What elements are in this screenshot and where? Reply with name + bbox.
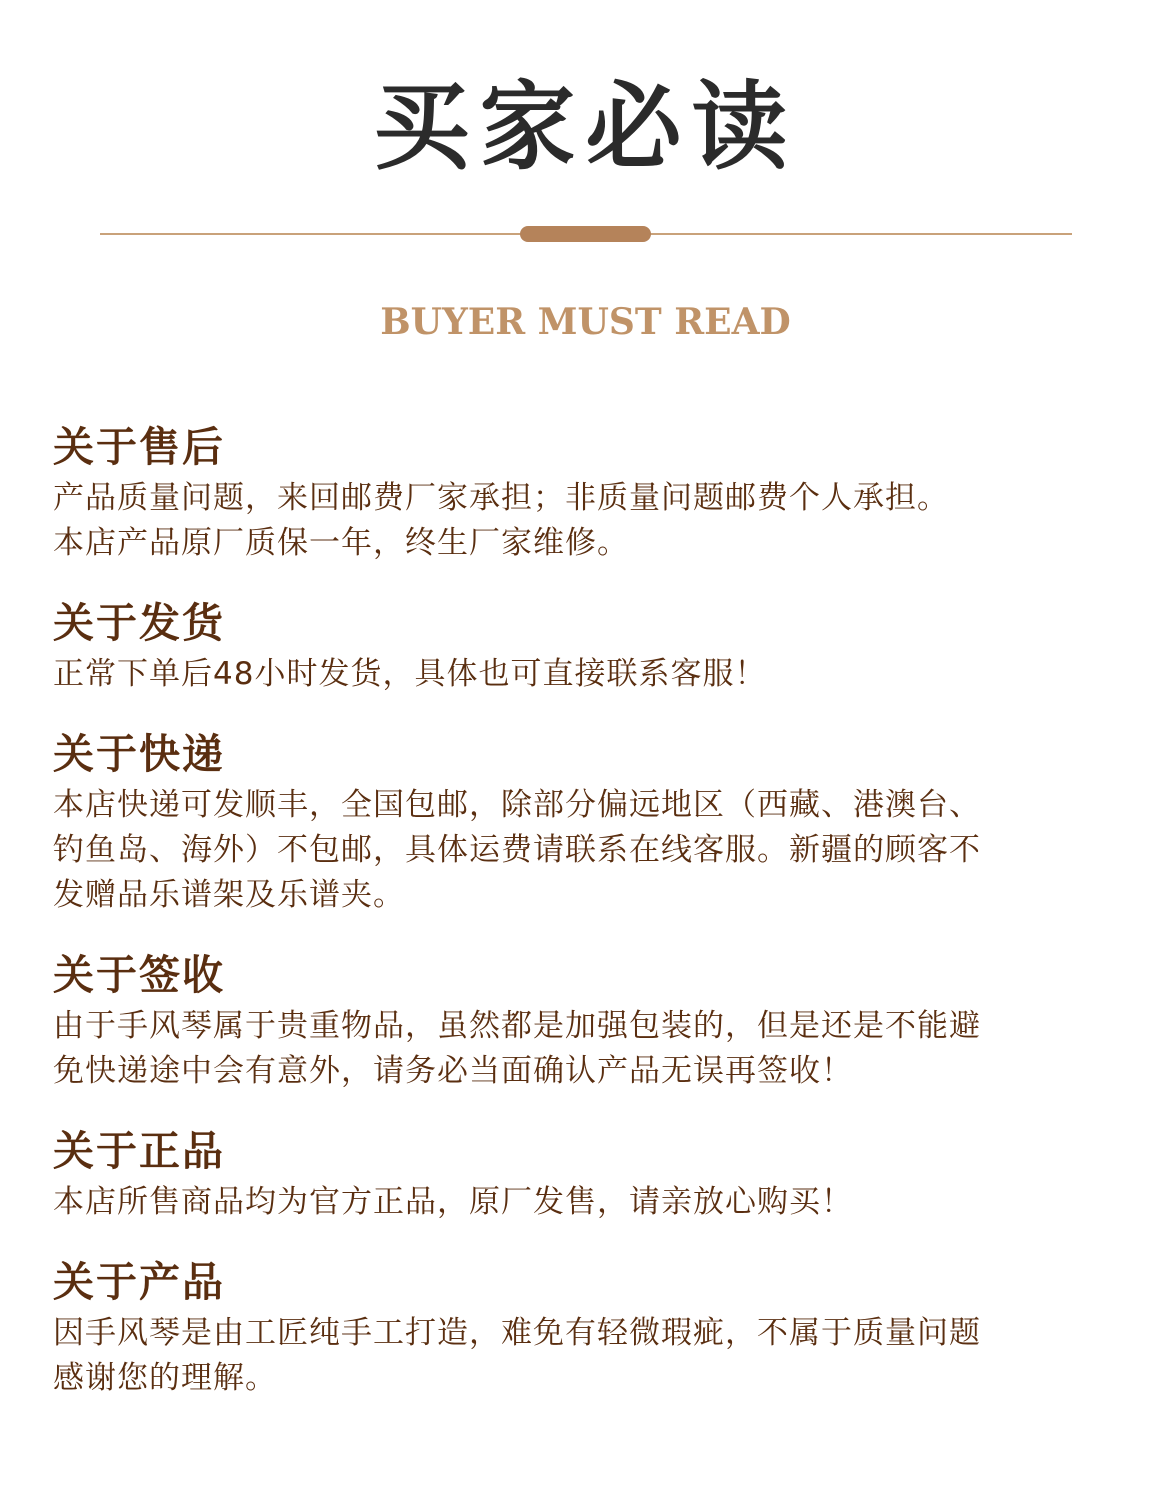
section-body	[53, 1311, 1133, 1401]
divider-ornament	[520, 226, 651, 242]
section-heading: 关于快递	[53, 730, 225, 778]
section-heading: 关于产品	[53, 1258, 225, 1306]
section-authentic	[53, 1122, 1133, 1225]
section-courier	[53, 725, 1133, 918]
section-body	[53, 476, 1133, 566]
section-heading: 关于发货	[53, 599, 225, 647]
section-line: 本店所售商品均为官方正品，原厂发售，请亲放心购买！	[53, 1184, 853, 1220]
section-line: 因手风琴是由工匠纯手工打造，难免有轻微瑕疵，不属于质量问题	[53, 1315, 981, 1351]
section-heading: 关于签收	[53, 951, 225, 999]
section-product	[53, 1253, 1133, 1401]
section-body	[53, 1004, 1133, 1094]
section-heading: 关于售后	[53, 423, 225, 471]
section-signing	[53, 946, 1133, 1094]
section-line: 感谢您的理解。	[53, 1360, 277, 1396]
section-after-sales	[53, 418, 1133, 566]
section-line: 钓鱼岛、海外）不包邮，具体运费请联系在线客服。新疆的顾客不	[53, 832, 981, 868]
section-line: 本店产品原厂质保一年，终生厂家维修。	[53, 525, 629, 561]
section-body	[53, 783, 1133, 918]
section-line: 本店快递可发顺丰，全国包邮，除部分偏远地区（西藏、港澳台、	[53, 787, 981, 823]
section-line: 发赠品乐谱架及乐谱夹。	[53, 877, 405, 913]
section-body	[53, 1180, 1133, 1225]
notice-sections	[53, 418, 1133, 1429]
section-line: 由于手风琴属于贵重物品，虽然都是加强包装的，但是还是不能避	[53, 1008, 981, 1044]
section-shipping	[53, 594, 1133, 697]
section-line: 产品质量问题，来回邮费厂家承担；非质量问题邮费个人承担。	[53, 480, 949, 516]
section-line: 免快递途中会有意外，请务必当面确认产品无误再签收！	[53, 1053, 853, 1089]
section-body	[53, 652, 1133, 697]
section-line: 正常下单后48小时发货，具体也可直接联系客服！	[53, 656, 767, 692]
section-heading: 关于正品	[53, 1127, 225, 1175]
page-title: 买家必读	[373, 70, 798, 183]
page-subtitle: BUYER MUST READ	[380, 301, 791, 343]
